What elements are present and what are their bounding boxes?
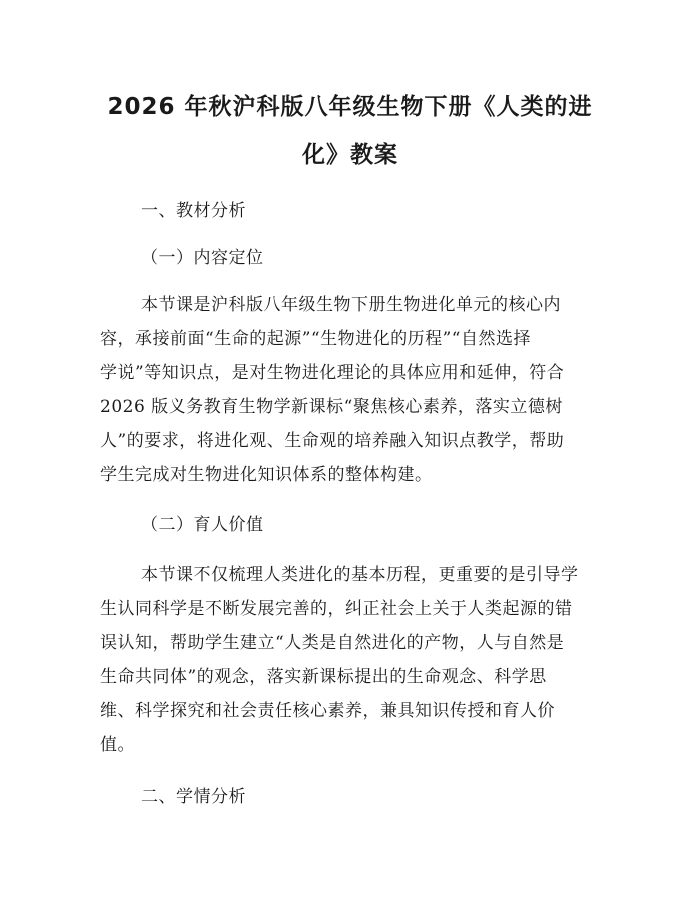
paragraph1-line-5: 人”的要求，将进化观、生命观的培养融入知识点教学，帮助 bbox=[100, 431, 565, 451]
paragraph1-line-2: 容，承接前面“生命的起源”“生物进化的历程”“自然选择 bbox=[100, 329, 531, 349]
subsection-heading-content-positioning: （一）内容定位 bbox=[141, 248, 264, 268]
paragraph2-line-4: 生命共同体”的观念，落实新课标提出的生命观念、科学思 bbox=[100, 667, 547, 687]
paragraph1-line-1: 本节课是沪科版八年级生物下册生物进化单元的核心内 bbox=[141, 295, 561, 315]
paragraph2-line-3: 误认知，帮助学生建立“人类是自然进化的产物，人与自然是 bbox=[100, 633, 565, 653]
section-heading-student-analysis: 二、学情分析 bbox=[141, 787, 246, 807]
paragraph2-line-2: 生认同科学是不断发展完善的，纠正社会上关于人类起源的错 bbox=[100, 599, 573, 619]
paragraph1-line-6: 学生完成对生物进化知识体系的整体构建。 bbox=[100, 465, 433, 485]
document-title-line-1: 2026 年秋沪科版八年级生物下册《人类的进 bbox=[107, 94, 593, 120]
subsection-heading-educational-value: （二）育人价值 bbox=[141, 515, 264, 535]
document-title-line-2: 化》教案 bbox=[302, 142, 398, 168]
paragraph2-line-5: 维、科学探究和社会责任核心素养，兼具知识传授和育人价 bbox=[100, 701, 555, 721]
section-heading-textbook-analysis: 一、教材分析 bbox=[141, 201, 246, 221]
paragraph1-line-3: 学说”等知识点，是对生物进化理论的具体应用和延伸，符合 bbox=[100, 363, 565, 383]
paragraph2-line-1: 本节课不仅梳理人类进化的基本历程，更重要的是引导学 bbox=[141, 565, 579, 585]
paragraph1-line-4: 2026 版义务教育生物学新课标“聚焦核心素养，落实立德树 bbox=[100, 397, 563, 417]
paragraph2-line-6: 值。 bbox=[100, 735, 135, 755]
